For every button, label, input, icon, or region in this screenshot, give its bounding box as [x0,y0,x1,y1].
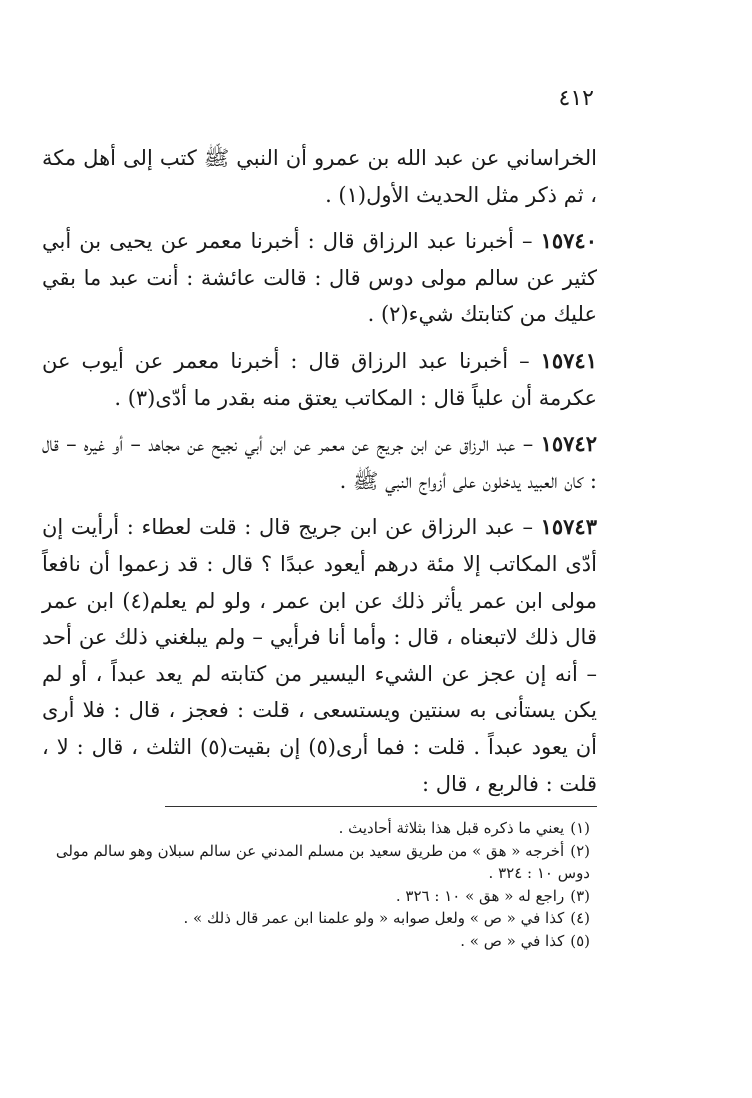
footnote-number: (٣) [570,886,590,905]
paragraph [42,140,597,213]
footnote-text: كذا في « ص » . [460,931,565,950]
footnote-number: (١) [570,819,590,837]
hadith-paragraph [42,509,597,802]
footnote-number: (٤) [570,909,590,928]
hadith-number: ١٥٧٤٢ [540,431,597,457]
footnote-text: كذا في « ص » ولعل صوابه « ولو علمنا ابن عمر قال ذلك » . [183,909,565,928]
hadith-paragraph [42,343,597,416]
footnote-text: أخرجه « هق » من طريق سعيد بن مسلم المدني عن سالم سبلان وهو سالم مولى دوس ١٠ : ٣٢٤ . [55,841,590,883]
footnote [30,817,590,840]
footnote-text: راجع له « هق » ١٠ : ٣٢٦ . [395,886,565,905]
footnote-text: يعني ما ذكره قبل هذا بثلاثة أحاديث . [338,819,565,837]
hadith-paragraph [42,223,597,333]
footnotes [30,817,590,953]
hadith-text: – أخبرنا عبد الرزاق قال : أخبرنا معمر عن يحيى بن أبي كثير عن سالم مولى دوس قال : قالت عائشة : أنت عبد ما بقي عليك من كتابتك شيء(٢) . [42,229,597,327]
paragraph-text: الخراساني عن عبد الله بن عمرو أن النبي ﷺ كتب إلى أهل مكة ، ثم ذكر مثل الحديث الأول(١) . [42,146,597,207]
hadith-paragraph [42,426,597,499]
footnote-number: (٢) [570,841,590,860]
footnote-divider [165,806,597,807]
hadith-text: – عبد الرزاق عن ابن جريج عن معمر عن ابن أبي نجيح عن مجاهد – أو غيره – قال : كان العبيد يدخلون على أزواج النبي ﷺ . [42,432,597,493]
page-number: ٤١٢ [558,86,594,111]
footnote [30,930,590,953]
hadith-number: ١٥٧٤١ [540,347,597,373]
footnote [30,885,590,908]
footnote-number: (٥) [570,931,590,950]
hadith-number: ١٥٧٤٠ [540,228,597,254]
footnote [30,840,590,885]
hadith-number: ١٥٧٤٣ [540,514,597,540]
main-text [42,140,597,802]
hadith-text: – عبد الرزاق عن ابن جريج قال : قلت لعطاء : أرأيت إن أدّى المكاتب إلا مئة درهم أيعود عبدًا ؟ قال : قد زعموا أن نافعاً مولى ابن عمر يأثر ذلك عن ابن عمر ، ولو لم يعلم(٤) ابن عمر قال ذلك لاتبعناه ، قال : وأما أنا فرأيي – ولم يبلغني ذلك عن أحد – أنه إن عجز عن الشيء اليسير من كتابته لم يعد عبداً ، أو لم يكن يستأنى به سنتين ويستسعى ، قلت : فعجز ، قال : فلا أرى أن يعود عبداً . قلت : فما أرى(٥) إن بقيت(٥) الثلث ، قال : لا ، قلت : فالربع ، قال : [42,515,597,796]
hadith-text: – أخبرنا عبد الرزاق قال : أخبرنا معمر عن أيوب عن عكرمة أن علياً قال : المكاتب يعتق منه بقدر ما أدّى(٣) . [42,348,597,410]
footnote [30,907,590,930]
